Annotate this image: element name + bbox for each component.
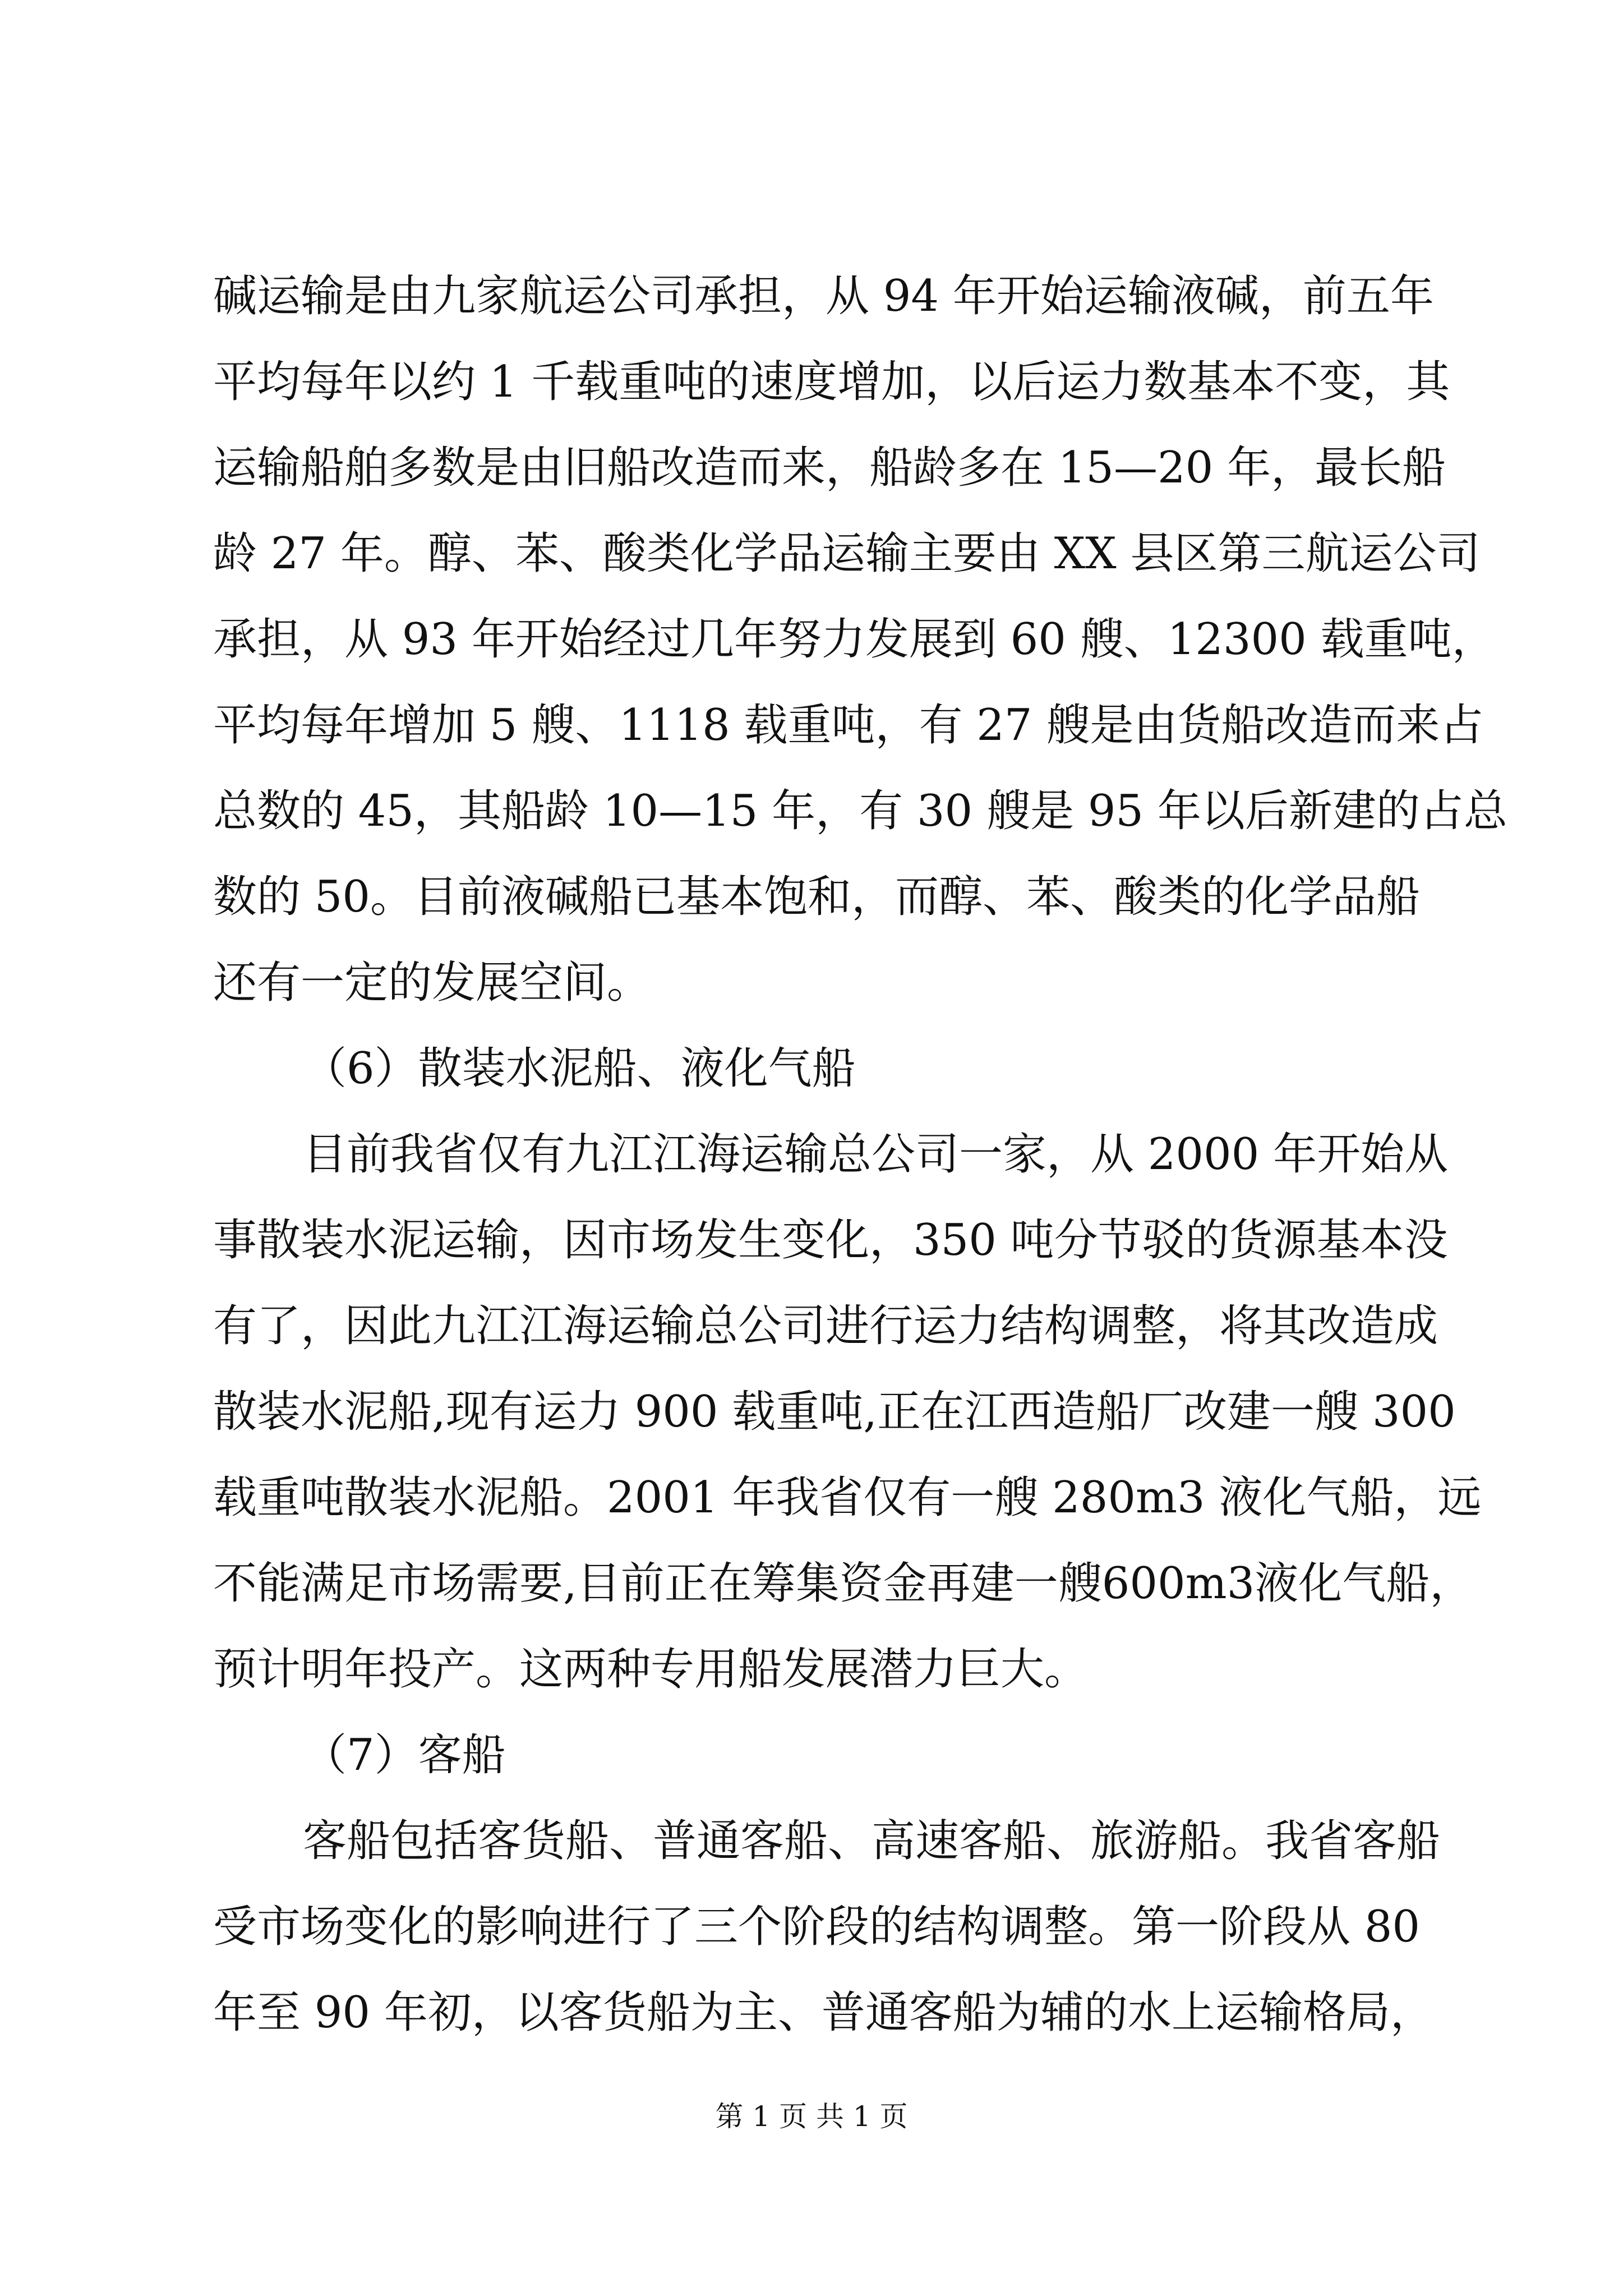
- paragraph-last-line: 还有一定的发展空间。: [213, 958, 651, 1008]
- paragraph-first-line: 客船包括客货船、普通客船、高速客船、旅游船。我省客船: [303, 1816, 1441, 1866]
- body-line: 龄 27 年。醇、苯、酸类化学品运输主要由 XX 县区第三航运公司: [213, 528, 1481, 579]
- body-line: 受市场变化的影响进行了三个阶段的结构调整。第一阶段从 80: [213, 1902, 1421, 1952]
- body-line: 承担，从 93 年开始经过几年努力发展到 60 艘、12300 载重吨，: [213, 614, 1496, 665]
- paragraph-last-line: 预计明年投产。这两种专用船发展潜力巨大。: [213, 1644, 1089, 1695]
- paragraph-first-line: 目前我省仅有九江江海运输总公司一家，从 2000 年开始从: [303, 1129, 1449, 1180]
- body-line: 平均每年增加 5 艘、1118 载重吨，有 27 艘是由货船改造而来占: [213, 700, 1484, 751]
- body-line: 数的 50。目前液碱船已基本饱和，而醇、苯、酸类的化学品船: [213, 872, 1421, 922]
- body-line: 年至 90 年初，以客货船为主、普通客船为辅的水上运输格局，: [213, 1987, 1434, 2038]
- body-line: 平均每年以约 1 千载重吨的速度增加，以后运力数基本不变，其: [213, 357, 1450, 407]
- body-line: 运输船舶多数是由旧船改造而来，船龄多在 15—20 年，最长船: [213, 443, 1446, 493]
- body-line: 载重吨散装水泥船。2001 年我省仅有一艘 280m3 液化气船，远: [213, 1473, 1482, 1523]
- document-body: [213, 254, 1507, 2056]
- page-number-footer: 第 1 页 共 1 页: [715, 2100, 908, 2133]
- body-line: 碱运输是由九家航运公司承担，从 94 年开始运输液碱，前五年: [213, 271, 1434, 321]
- body-line: 不能满足市场需要,目前正在筹集资金再建一艘600m3液化气船，: [213, 1558, 1474, 1609]
- body-line: 散装水泥船,现有运力 900 载重吨,正在江西造船厂改建一艘 300: [213, 1387, 1456, 1437]
- section-heading: （7）客船: [303, 1730, 506, 1780]
- body-line: 总数的 45，其船龄 10—15 年，有 30 艘是 95 年以后新建的占总: [213, 786, 1507, 836]
- body-line: 事散装水泥运输，因市场发生变化，350 吨分节驳的货源基本没: [213, 1215, 1448, 1266]
- section-heading: （6）散装水泥船、液化气船: [303, 1043, 856, 1094]
- body-line: 有了，因此九江江海运输总公司进行运力结构调整，将其改造成: [213, 1301, 1438, 1351]
